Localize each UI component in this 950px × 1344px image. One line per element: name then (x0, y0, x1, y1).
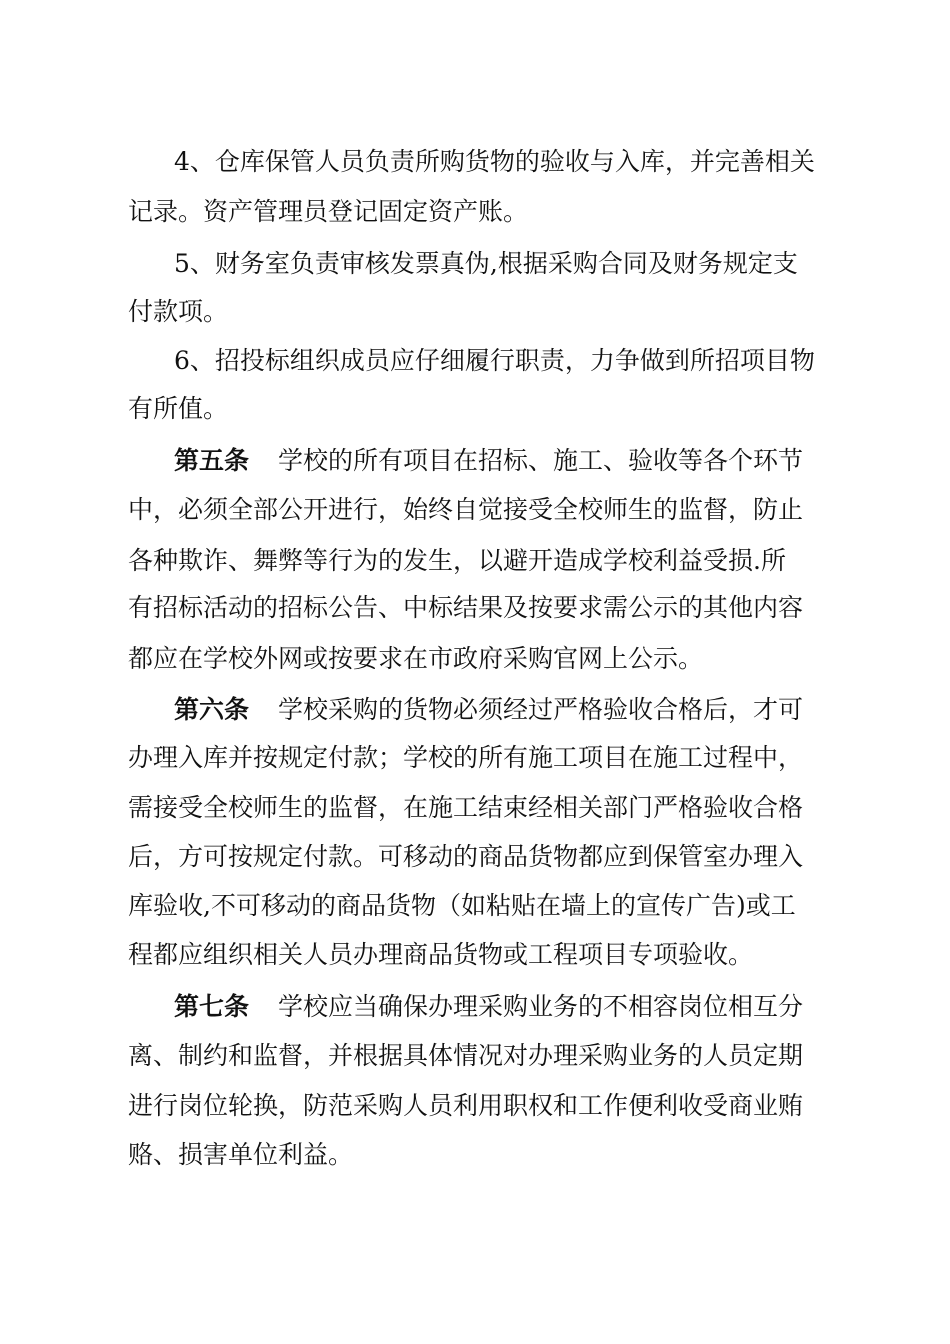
paragraph-article-5-line-3 (0, 537, 950, 585)
body-text: 6、招投标组织成员应仔细履行职责，力争做到所招项目物 (174, 346, 815, 375)
body-text: 记录。资产管理员登记固定资产账。 (128, 197, 529, 226)
body-text: 程都应组织相关人员办理商品货物或工程项目专项验收。 (128, 940, 754, 969)
paragraph-article-5-line-5 (0, 635, 950, 683)
paragraph-item-5-line-2 (0, 288, 950, 336)
paragraph-article-5-line-2 (0, 486, 950, 534)
paragraph-article-7-line-1 (0, 983, 950, 1031)
paragraph-article-5-line-4 (0, 584, 950, 632)
body-text: 离、制约和监督，并根据具体情况对办理采购业务的人员定期 (128, 1041, 804, 1070)
body-text: 有招标活动的招标公告、中标结果及按要求需公示的其他内容 (128, 593, 804, 622)
paragraph-article-6-line-6 (0, 931, 950, 979)
article-heading: 第五条 (174, 446, 250, 475)
paragraph-article-7-line-4 (0, 1131, 950, 1179)
body-text: 付款项。 (128, 297, 229, 326)
paragraph-item-6-line-2 (0, 385, 950, 433)
body-text: 库验收,不可移动的商品货物（如粘贴在墙上的宣传广告)或工 (128, 891, 796, 920)
body-text: 4、仓库保管人员负责所购货物的验收与入库，并完善相关 (174, 147, 815, 176)
body-text: 学校应当确保办理采购业务的不相容岗位相互分 (278, 992, 804, 1021)
body-text: 都应在学校外网或按要求在市政府采购官网上公示。 (128, 644, 704, 673)
paragraph-item-5-line-1 (0, 240, 950, 288)
paragraph-item-4-line-2 (0, 188, 950, 236)
paragraph-item-6-line-1 (0, 337, 950, 385)
article-heading: 第七条 (174, 992, 250, 1021)
paragraph-item-4-line-1 (0, 138, 950, 186)
paragraph-article-7-line-3 (0, 1082, 950, 1130)
body-text: 后，方可按规定付款。可移动的商品货物都应到保管室办理入 (128, 842, 804, 871)
body-text: 办理入库并按规定付款；学校的所有施工项目在施工过程中， (128, 743, 804, 772)
paragraph-article-6-line-4 (0, 833, 950, 881)
body-text: 中，必须全部公开进行，始终自觉接受全校师生的监督，防止 (128, 495, 804, 524)
article-heading: 第六条 (174, 695, 250, 724)
body-text: 需接受全校师生的监督，在施工结束经相关部门严格验收合格 (128, 793, 804, 822)
paragraph-article-6-line-1 (0, 686, 950, 734)
paragraph-article-6-line-5 (0, 882, 950, 930)
body-text: 学校的所有项目在招标、施工、验收等各个环节 (278, 446, 804, 475)
body-text: 有所值。 (128, 394, 229, 423)
body-text: 5、财务室负责审核发票真伪,根据采购合同及财务规定支 (174, 249, 798, 278)
body-text: 进行岗位轮换，防范采购人员利用职权和工作便利收受商业贿 (128, 1091, 804, 1120)
paragraph-article-5-line-1 (0, 437, 950, 485)
body-text: 学校采购的货物必须经过严格验收合格后，才可 (278, 695, 804, 724)
paragraph-article-7-line-2 (0, 1032, 950, 1080)
paragraph-article-6-line-2 (0, 734, 950, 782)
paragraph-article-6-line-3 (0, 784, 950, 832)
body-text: 各种欺诈、舞弊等行为的发生，以避开造成学校利益受损.所 (128, 546, 786, 575)
body-text: 赂、损害单位利益。 (128, 1140, 354, 1169)
